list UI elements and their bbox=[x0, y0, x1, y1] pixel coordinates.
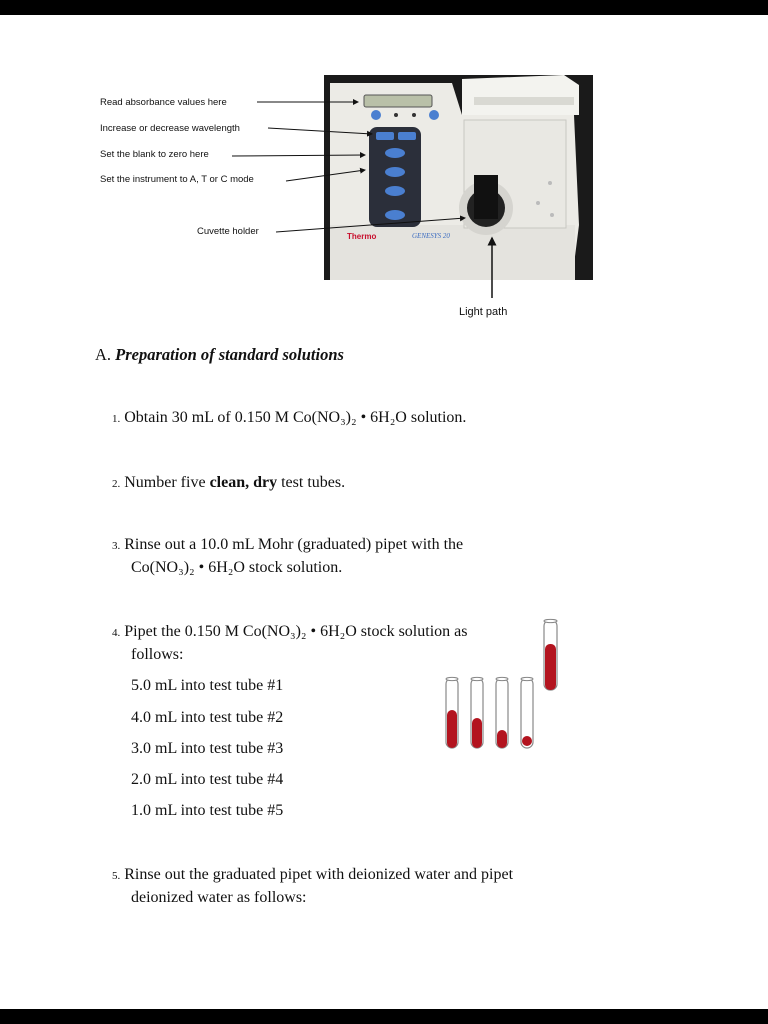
step-text-line2: Co(NO₃)₂ • 6H₂O stock solution. bbox=[131, 559, 343, 576]
step-text: Number five bbox=[124, 474, 210, 491]
annotation-light-path: Light path bbox=[459, 306, 508, 318]
annotation-read-absorbance: Read absorbance values here bbox=[100, 97, 227, 108]
section-title: Preparation of standard solutions bbox=[115, 345, 344, 364]
step-text: Obtain 30 mL of 0.150 M Co(NO₃)₂ • 6H₂O solution. bbox=[124, 409, 467, 426]
step-5 bbox=[112, 864, 513, 908]
test-tube-icon bbox=[521, 677, 533, 748]
step-text-bold: clean, dry bbox=[209, 474, 278, 491]
bottom-black-bar bbox=[0, 1009, 768, 1024]
step-3 bbox=[112, 534, 463, 578]
step-text: test tubes. bbox=[277, 474, 346, 491]
top-black-bar bbox=[0, 0, 768, 15]
annotation-mode: Set the instrument to A, T or C mode bbox=[100, 174, 254, 185]
step-text-line2: deionized water as follows: bbox=[131, 889, 307, 906]
brand-label: Thermo bbox=[347, 232, 377, 241]
step-text: Pipet the 0.150 M Co(NO₃)₂ • 6H₂O stock solution as bbox=[124, 623, 468, 640]
section-heading bbox=[95, 345, 344, 365]
step-1 bbox=[112, 407, 466, 430]
step-number: 3. bbox=[112, 540, 121, 552]
step-number: 1. bbox=[112, 413, 121, 425]
test-tube-icon bbox=[446, 677, 458, 748]
step-text: Rinse out the graduated pipet with deionized water and pipet bbox=[124, 866, 514, 883]
pipet-icon bbox=[544, 619, 557, 690]
step-number: 4. bbox=[112, 627, 121, 639]
step-number: 2. bbox=[112, 478, 121, 490]
volume-item: 3.0 mL into test tube #3 bbox=[131, 740, 284, 757]
volume-item: 4.0 mL into test tube #2 bbox=[131, 709, 284, 726]
section-letter: A. bbox=[95, 345, 112, 364]
step-4 bbox=[112, 621, 467, 665]
volume-item: 2.0 mL into test tube #4 bbox=[131, 771, 284, 788]
step-number: 5. bbox=[112, 870, 121, 882]
volume-item: 1.0 mL into test tube #5 bbox=[131, 802, 284, 819]
model-label: GENESYS 20 bbox=[412, 232, 450, 240]
volume-item: 5.0 mL into test tube #1 bbox=[131, 677, 284, 694]
test-tubes-illustration bbox=[440, 618, 570, 753]
step-text: Rinse out a 10.0 mL Mohr (graduated) pipet with the bbox=[124, 536, 464, 553]
test-tube-icon bbox=[471, 677, 483, 748]
annotation-wavelength: Increase or decrease wavelength bbox=[100, 123, 240, 134]
step-text-line2: follows: bbox=[131, 646, 184, 663]
step-2 bbox=[112, 472, 345, 495]
annotation-cuvette-holder: Cuvette holder bbox=[197, 226, 259, 237]
test-tube-icon bbox=[496, 677, 508, 748]
annotation-blank: Set the blank to zero here bbox=[100, 149, 209, 160]
spectrophotometer-figure bbox=[0, 60, 768, 330]
